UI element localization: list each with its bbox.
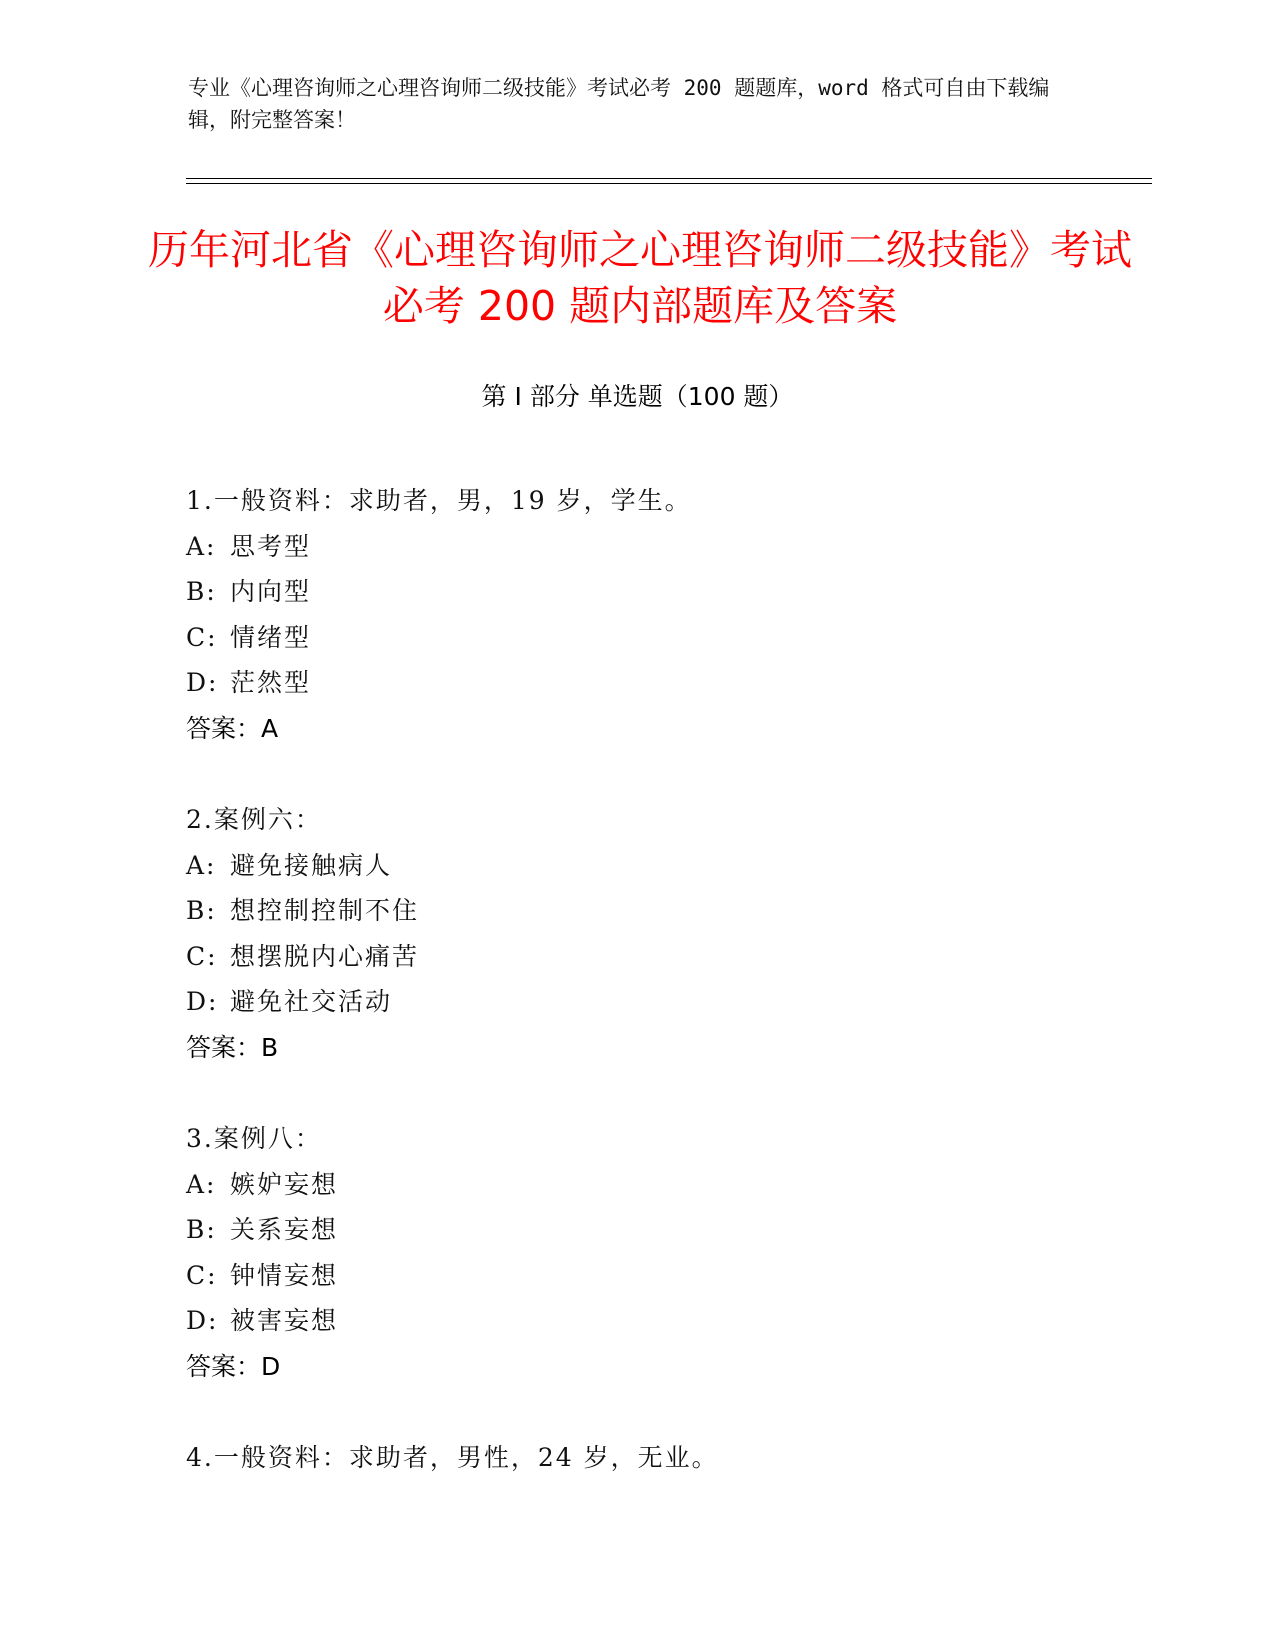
option-text: 避免社交活动: [230, 987, 393, 1016]
question-item: [186, 478, 1086, 751]
option-text: 内向型: [230, 577, 312, 606]
question-stem: 4.一般资料：求助者，男性，24 岁，无业。: [186, 1443, 719, 1472]
header-note: 专业《心理咨询师之心理咨询师二级技能》考试必考 200 题题库，word 格式可自由下载编辑，附完整答案！: [188, 76, 1050, 132]
option-letter: B:: [186, 896, 217, 925]
answer-option: [186, 1207, 1086, 1253]
option-letter: D:: [186, 668, 219, 697]
answer-value: B: [261, 1032, 279, 1062]
question-stem: 3.案例八：: [186, 1124, 322, 1153]
option-letter: C:: [186, 622, 218, 652]
answer-line: [186, 1025, 1086, 1071]
option-text: 想摆脱内心痛苦: [230, 941, 420, 971]
option-text: 情绪型: [230, 622, 312, 652]
option-text: 避免接触病人: [230, 850, 393, 880]
document-title: 历年河北省《心理咨询师之心理咨询师二级技能》考试必考 200 题内部题库及答案: [148, 226, 1132, 330]
option-letter: D:: [186, 987, 219, 1016]
option-text: 钟情妄想: [230, 1260, 339, 1290]
answer-option: [186, 615, 1086, 661]
option-letter: C:: [186, 1260, 218, 1290]
question-item: [186, 797, 1086, 1070]
answer-option: [186, 569, 1086, 615]
option-text: 关系妄想: [230, 1215, 339, 1244]
option-text: 思考型: [230, 531, 312, 561]
option-text: 想控制控制不住: [230, 896, 420, 925]
header-divider-top: [186, 178, 1152, 179]
answer-option: [186, 1162, 1086, 1208]
answer-line: [186, 1344, 1086, 1390]
answer-option: [186, 979, 1086, 1025]
option-letter: D:: [186, 1306, 219, 1335]
question-stem: 1.一般资料：求助者，男，19 岁，学生。: [186, 486, 692, 515]
answer-label: 答案：: [186, 713, 262, 743]
section-heading: 第 I 部分 单选题（100 题）: [481, 382, 794, 411]
answer-option: [186, 1253, 1086, 1299]
header-divider-bottom: [186, 183, 1152, 184]
answer-option: [186, 1298, 1086, 1344]
option-letter: A:: [186, 531, 217, 561]
question-stem: 2.案例六：: [186, 805, 322, 834]
question-item: [186, 1116, 1086, 1389]
option-text: 被害妄想: [230, 1306, 339, 1335]
option-letter: C:: [186, 941, 218, 971]
answer-option: [186, 934, 1086, 980]
answer-label: 答案：: [186, 1032, 262, 1062]
answer-label: 答案：: [186, 1351, 262, 1381]
option-letter: B:: [186, 1215, 217, 1244]
option-letter: A:: [186, 1169, 217, 1199]
answer-line: [186, 706, 1086, 752]
answer-value: D: [261, 1351, 281, 1381]
option-letter: A:: [186, 850, 217, 880]
answer-option: [186, 660, 1086, 706]
option-text: 嫉妒妄想: [230, 1169, 339, 1199]
answer-option: [186, 524, 1086, 570]
option-letter: B:: [186, 577, 217, 606]
answer-option: [186, 888, 1086, 934]
option-text: 茫然型: [230, 668, 312, 697]
answer-option: [186, 843, 1086, 889]
question-item: [186, 1435, 1086, 1481]
question-list: [186, 478, 1086, 1527]
answer-value: A: [261, 713, 279, 743]
